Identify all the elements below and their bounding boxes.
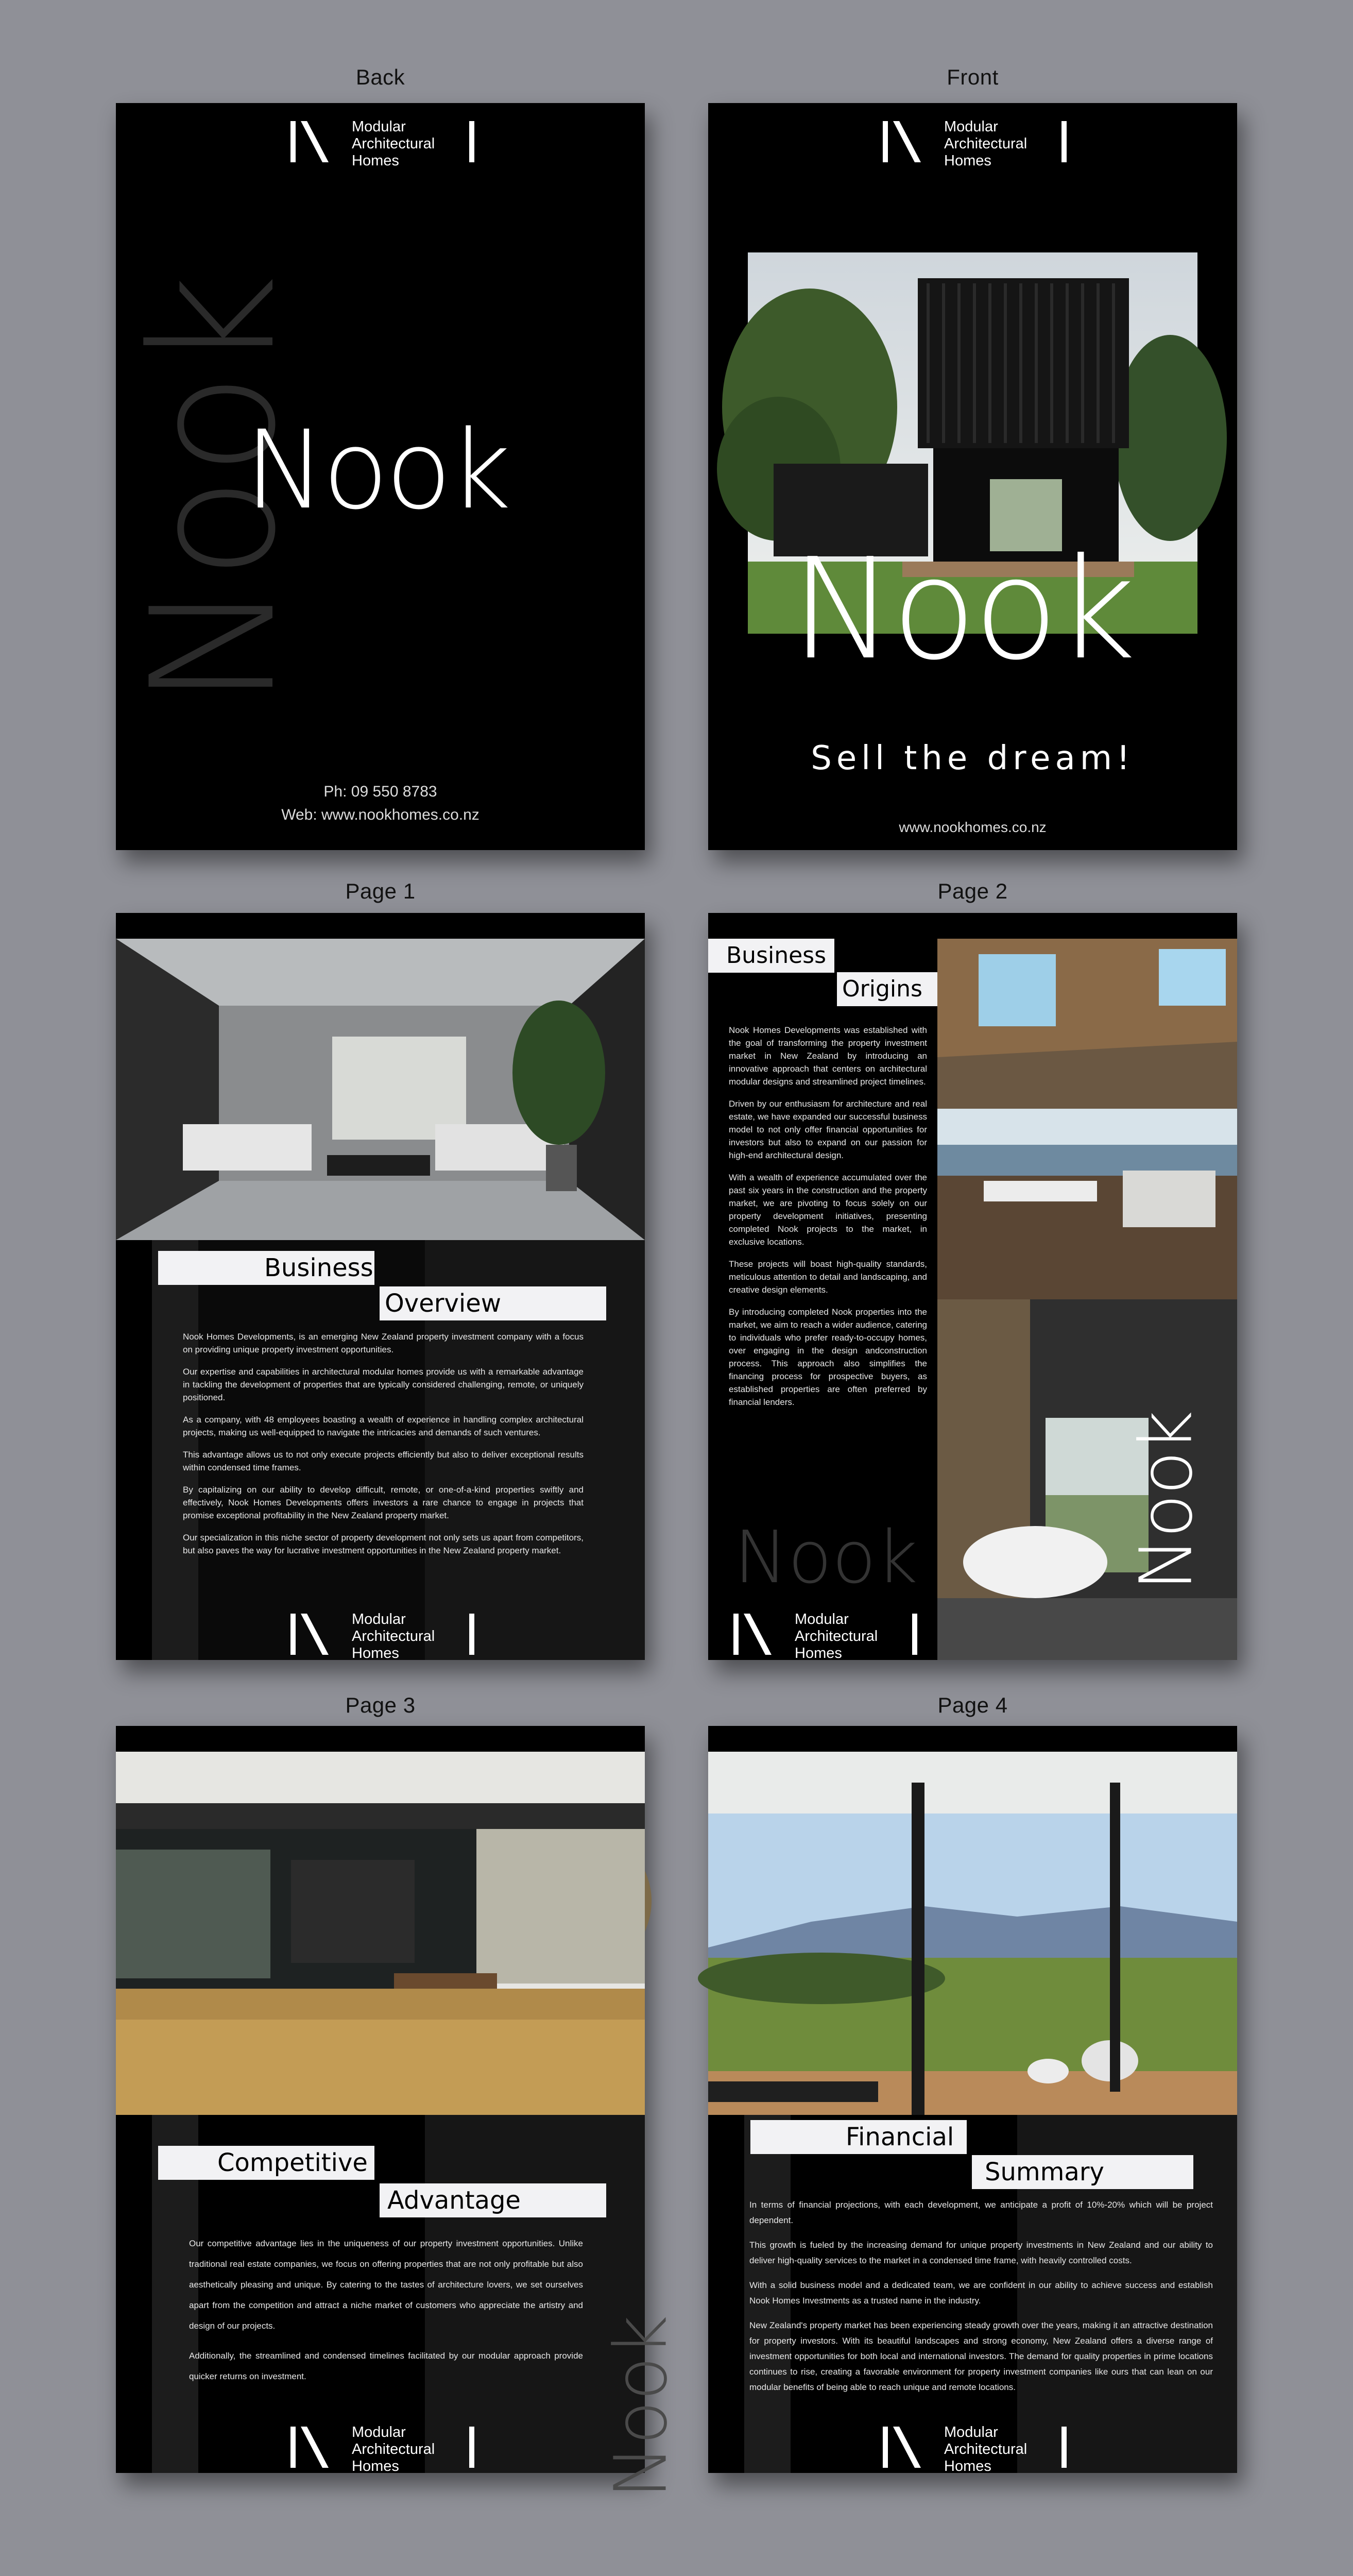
exterior-photo	[116, 1752, 645, 2115]
paragraph: By introducing completed Nook properties into the market, we aim to reach a wider audience, catering to individuals who prefer ready-to-occupy homes, over engaging in the design andconstruction process. This approach also simplifies the financing process for prospective buyers, as established properties are often preferred by financial lenders.	[729, 1307, 927, 1407]
ghost-wordmark: Nook	[734, 1516, 918, 1600]
back-cover	[116, 103, 645, 850]
paragraph: Our specialization in this niche sector of property development not only sets us apart from competitors, but also paves the way for lucrative investment opportunities in the New Zealand property market.	[183, 1533, 584, 1555]
logo-text: Modular Architectural Homes	[944, 118, 1027, 169]
back-title: Nook	[245, 407, 508, 533]
logo-bar	[469, 2427, 474, 2468]
paragraph: With a solid business model and a dedicated team, we are confident in our ability to achieve success and establish Nook Homes Investments as a trusted name in the industry.	[749, 2280, 1213, 2306]
logo-mark-icon	[881, 118, 927, 165]
vertical-wordmark: Nook	[599, 2314, 683, 2499]
paragraph: Driven by our enthusiasm for architecture and real estate, we have expanded our successful business model to not only offer financial opportunities for investors but also to expand on our passion for high-end architectural design.	[729, 1099, 927, 1160]
logo-text: Modular Architectural Homes	[352, 118, 435, 169]
paragraph: Nook Homes Developments was established with the goal of transforming the property investment market in New Zealand by introducing an innovative approach that centers on architectural modular designs and streamlined project timelines.	[729, 1025, 927, 1087]
page-3	[116, 1726, 683, 2499]
website: Web: www.nookhomes.co.nz	[281, 806, 479, 823]
heading-summary: Summary	[972, 2155, 1193, 2189]
paragraph: As a company, with 48 employees boasting a wealth of experience in handling complex architectural projects, making us well-equipped to navigate the intricacies and demands of such ventures.	[183, 1415, 584, 1437]
paragraph: This growth is fueled by the increasing demand for unique property investments in New Zealand and our ability to deliver high-quality services to the market in a condensed time frame, with heavily controlled costs.	[749, 2240, 1213, 2265]
logo	[708, 2424, 1237, 2475]
page-2	[708, 913, 1237, 1660]
label-front: Front	[947, 65, 999, 89]
paragraph: New Zealand's property market has been experiencing steady growth over the years, making it an attractive destination for property investors. With its beautiful landscapes and strong economy, New Zealand offers a diverse range of investment opportunities for both local and international investors. The demand for quality properties in prime locations continues to rise, creating a favorable environment for property investment companies like ours that can lean on our modular benefits of being able to reach unique and remote locations.	[749, 2320, 1213, 2392]
front-cover	[708, 103, 1237, 850]
logo-mark-icon	[881, 2424, 927, 2470]
heading-origins: Origins	[837, 972, 937, 1006]
paragraph: In terms of financial projections, with each development, we anticipate a profit of 10%-20% which will be project dependent.	[749, 2200, 1213, 2225]
interior-photo	[116, 939, 645, 1240]
logo-text: Modular Architectural Homes	[795, 1611, 878, 1662]
label-page-4: Page 4	[937, 1693, 1008, 1717]
logo-mark-icon	[288, 2424, 335, 2470]
logo-mark-icon	[731, 1611, 778, 1657]
financial-summary-text	[749, 2197, 1213, 2404]
phone-number: Ph: 09 550 8783	[323, 783, 437, 800]
logo-bar	[1061, 121, 1067, 162]
paragraph: By capitalizing on our ability to develop difficult, remote, or one-of-a-kind properties swiftly and effectively, Nook Homes Developments offers investors a rare chance to engage in projects that promise exceptional profitability in the New Zealand property market.	[183, 1485, 584, 1520]
paragraph: Nook Homes Developments, is an emerging New Zealand property investment company with a focus on providing unique property investment opportunities.	[183, 1332, 584, 1354]
competitive-advantage-text	[189, 2233, 583, 2396]
paragraph: Our competitive advantage lies in the uniqueness of our property investment opportunities. Unlike traditional real estate companies, we focus on offering properties that are not only profitable but also aesthetically pleasing and unique. By catering to the tastes of architecture lovers, we set ourselves apart from the competition and attract a niche market of customers who appreciate the artistry and design of our projects.	[189, 2239, 583, 2331]
logo-mark-icon	[288, 1611, 335, 1657]
logo-text: Modular Architectural Homes	[944, 2424, 1027, 2475]
label-page-1: Page 1	[345, 879, 416, 903]
business-origins-text	[729, 1024, 927, 1418]
paragraph: Our expertise and capabilities in architectural modular homes provide us with a remarkable advantage in tackling the development of properties that are typically considered challenging, remote, or uniquely positioned.	[183, 1367, 584, 1402]
logo	[116, 118, 645, 169]
logo-text: Modular Architectural Homes	[352, 1611, 435, 1662]
label-back: Back	[355, 65, 405, 89]
logo-text: Modular Architectural Homes	[352, 2424, 435, 2475]
heading-business: Business	[708, 939, 834, 973]
vertical-wordmark: Nook	[1124, 1411, 1209, 1591]
label-page-2: Page 2	[937, 879, 1008, 903]
page-4	[708, 1726, 1237, 2473]
business-overview-text	[183, 1330, 584, 1566]
logo-bar	[469, 1614, 474, 1655]
paragraph: With a wealth of experience accumulated over the past six years in the construction and the property market, we are pivoting to focus solely on our property development initiatives, presenting completed Nook projects to the market, in exclusive locations.	[729, 1173, 927, 1247]
label-page-3: Page 3	[345, 1693, 416, 1717]
logo	[708, 118, 1237, 169]
logo-bar	[469, 121, 474, 162]
heading-business: Business	[158, 1251, 374, 1285]
tagline: Sell the dream!	[811, 739, 1135, 777]
heading-competitive: Competitive	[158, 2146, 374, 2180]
logo	[116, 2424, 645, 2475]
ghost-wordmark: Nook	[115, 274, 313, 707]
paragraph: This advantage allows us to not only execute projects efficiently but also to deliver exceptional results within condensed time frames.	[183, 1450, 584, 1472]
page-1	[116, 913, 645, 1660]
website: www.nookhomes.co.nz	[899, 819, 1047, 835]
paragraph: Additionally, the streamlined and condensed timelines facilitated by our modular approach provide quicker returns on investment.	[189, 2351, 583, 2381]
landscape-photo	[708, 1752, 1237, 2115]
logo-mark-icon	[288, 118, 335, 165]
heading-advantage: Advantage	[380, 2183, 606, 2217]
heading-overview: Overview	[380, 1286, 606, 1320]
front-title: Nook	[791, 528, 1133, 690]
paragraph: These projects will boast high-quality standards, meticulous attention to detail and landscaping, and creative design elements.	[729, 1259, 927, 1295]
logo-bar	[912, 1614, 917, 1655]
heading-financial: Financial	[750, 2120, 967, 2154]
logo	[559, 1611, 1088, 1662]
logo-bar	[1061, 2427, 1067, 2468]
